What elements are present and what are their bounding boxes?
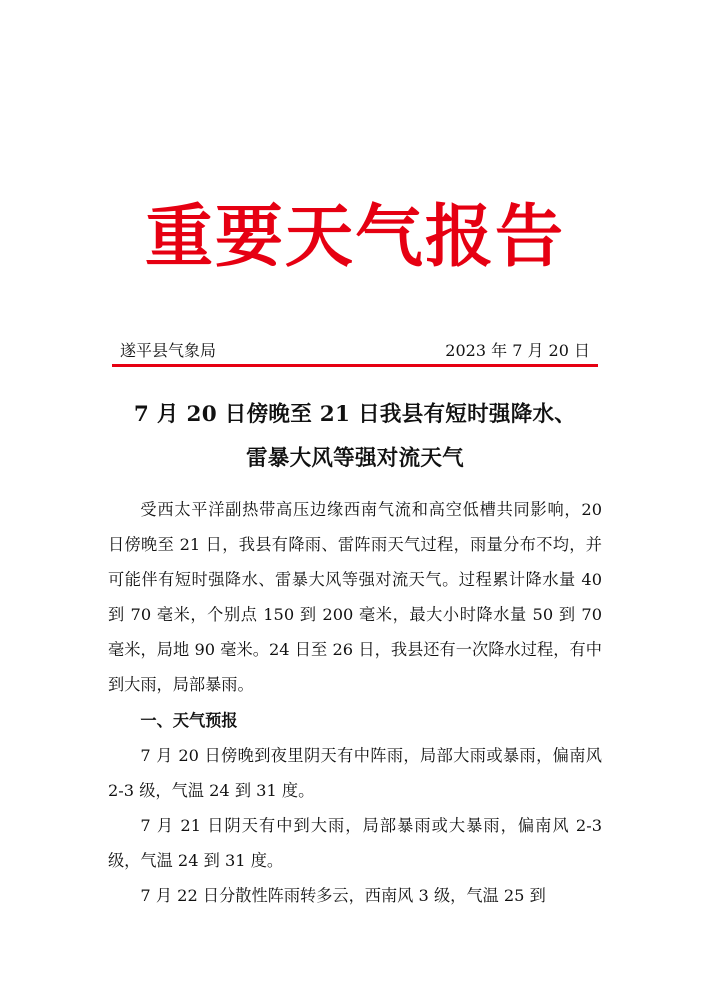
report-headline [88,393,622,481]
masthead-title: 重要天气报告 [144,197,565,277]
issue-date: 2023 年 7 月 20 日 [445,341,590,360]
red-divider-rule [112,364,598,367]
issuer-name: 遂平县气象局 [120,341,217,360]
headline-line-2: 雷暴大风等强对流天气 [245,446,464,471]
issuer-row [112,340,590,362]
section-heading-forecast: 一、天气预报 [140,710,238,730]
forecast-paragraph-0722: 7 月 22 日分散性阵雨转多云，西南风 3 级，气温 25 到 [140,886,546,906]
report-body [108,492,602,913]
headline-line-1: 7 月 20 日傍晚至 21 日我县有短时强降水、 [133,402,577,427]
summary-paragraph: 受西太平洋副热带高压边缘西南气流和高空低槽共同影响，20 日傍晚至 21 日，我县有降雨、雷阵雨天气过程，雨量分布不均，并可能伴有短时强降水、雷暴大风等强对流天气。过程累计降水量 40 到 70 毫米，个别点 150 到 200 毫米，最大小时降水量 50 到 70 毫米，局地 90 毫米。24 日至 26 日，我县还有一次降水过程，有中到大雨，局部暴雨。 [108,500,602,695]
forecast-paragraph-0720: 7 月 20 日傍晚到夜里阴天有中阵雨，局部大雨或暴雨，偏南风 2-3 级，气温 24 到 31 度。 [108,745,602,800]
forecast-paragraph-0721: 7 月 21 日阴天有中到大雨，局部暴雨或大暴雨，偏南风 2-3 级，气温 24 到 31 度。 [108,815,602,870]
